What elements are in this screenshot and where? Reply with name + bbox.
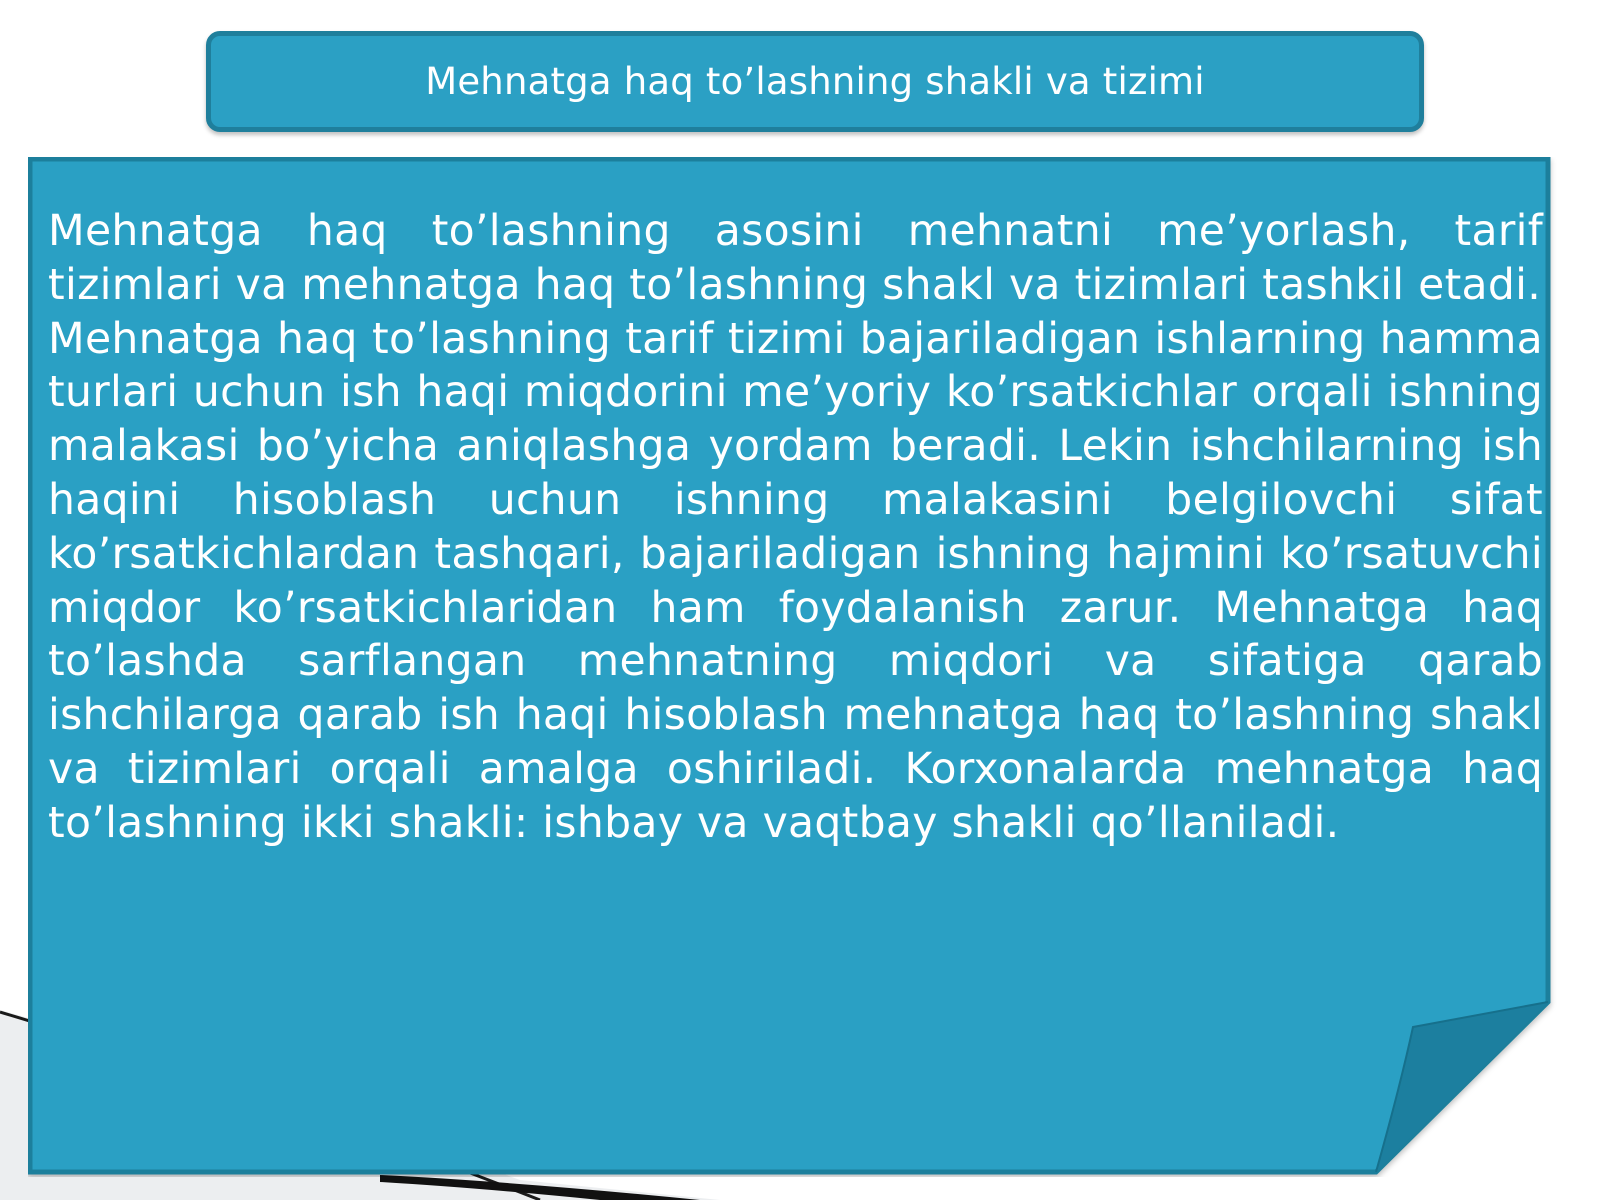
- content-panel: [28, 157, 1566, 1177]
- paragraph-1: Mehnatga haq to’lashning asosini mehnatni me’yorlash, tarif tizimlari va mehnatga haq to’lashning shakl va tizimlari tashkil etadi.: [48, 207, 1543, 310]
- paragraph-2: Mehnatga haq to’lashning tarif tizimi bajariladigan ishlarning hamma turlari uchun ish haqi miqdorini me’yoriy ko’rsatkichlar orqali ishning malakasi bo’yicha aniqlashga yordam beradi. Lekin ishchilarning ish haqini hisoblash uchun ishning malakasini belgilovchi sifat ko’rsatkichlardan tashqari, bajariladigan ishning hajmini ko’rsatuvchi miqdor ko’rsatkichlaridan ham foydalanish zarur. Mehnatga haq to’lashda sarflangan mehnatning miqdori va sifatiga qarab ishchilarga qarab ish haqi hisoblash mehnatga haq to’lashning shakl va tizimlari orqali amalga oshiriladi. Korxonalarda mehnatga haq to’lashning ikki shakli: ishbay va vaqtbay shakli qo’llaniladi.: [48, 314, 1543, 848]
- slide-title-box: [206, 31, 1424, 132]
- slide-title: Mehnatga haq to’lashning shakli va tizimi: [425, 60, 1205, 103]
- body-text: [48, 205, 1543, 851]
